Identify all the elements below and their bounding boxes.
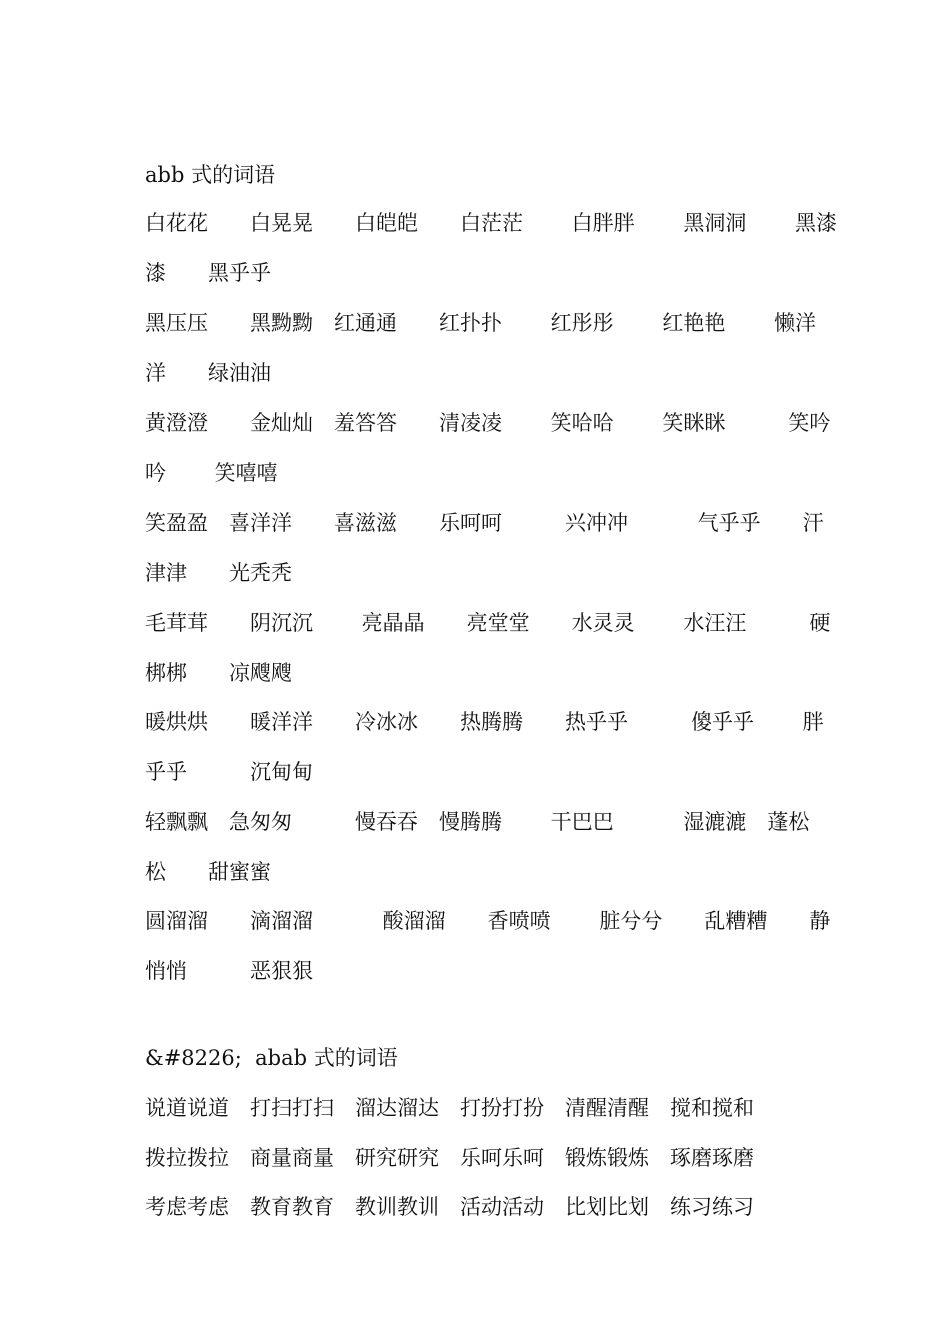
abb-line-4: 洋 绿油油	[145, 361, 271, 385]
abb-line-10: 梆梆 凉飕飕	[145, 661, 292, 685]
abb-line-14: 松 甜蜜蜜	[145, 860, 271, 884]
abb-line-11: 暖烘烘 暖洋洋 冷冰冰 热腾腾 热乎乎 傻乎乎 胖	[145, 710, 824, 734]
abab-line-1: 说道说道 打扫打扫 溜达溜达 打扮打扮 清醒清醒 搅和搅和	[145, 1096, 754, 1120]
abb-line-6: 吟 笑嘻嘻	[145, 461, 278, 485]
abb-line-5: 黄澄澄 金灿灿 羞答答 清凌凌 笑哈哈 笑眯眯 笑吟	[145, 411, 831, 435]
abb-line-13: 轻飘飘 急匆匆 慢吞吞 慢腾腾 干巴巴 湿漉漉 蓬松	[145, 810, 810, 834]
abb-line-3: 黑压压 黑黝黝 红通通 红扑扑 红彤彤 红艳艳 懒洋	[145, 311, 817, 335]
abb-line-1: 白花花 白晃晃 白皑皑 白茫茫 白胖胖 黑洞洞 黑漆	[145, 211, 838, 235]
abb-line-2: 漆 黑乎乎	[145, 261, 271, 285]
abb-line-7: 笑盈盈 喜洋洋 喜滋滋 乐呵呵 兴冲冲 气乎乎 汗	[145, 511, 824, 535]
abb-line-9: 毛茸茸 阴沉沉 亮晶晶 亮堂堂 水灵灵 水汪汪 硬	[145, 611, 831, 635]
section2-heading: &#8226; abab 式的词语	[145, 1046, 398, 1070]
abb-line-12: 乎乎 沉甸甸	[145, 760, 313, 784]
abb-line-15: 圆溜溜 滴溜溜 酸溜溜 香喷喷 脏兮兮 乱糟糟 静	[145, 909, 831, 933]
abb-line-16: 悄悄 恶狠狠	[145, 959, 313, 983]
abab-line-3: 考虑考虑 教育教育 教训教训 活动活动 比划比划 练习练习	[145, 1195, 754, 1219]
abb-line-8: 津津 光秃秃	[145, 561, 292, 585]
section1-heading: abb 式的词语	[145, 163, 276, 187]
abab-line-2: 拨拉拨拉 商量商量 研究研究 乐呵乐呵 锻炼锻炼 琢磨琢磨	[145, 1146, 754, 1170]
